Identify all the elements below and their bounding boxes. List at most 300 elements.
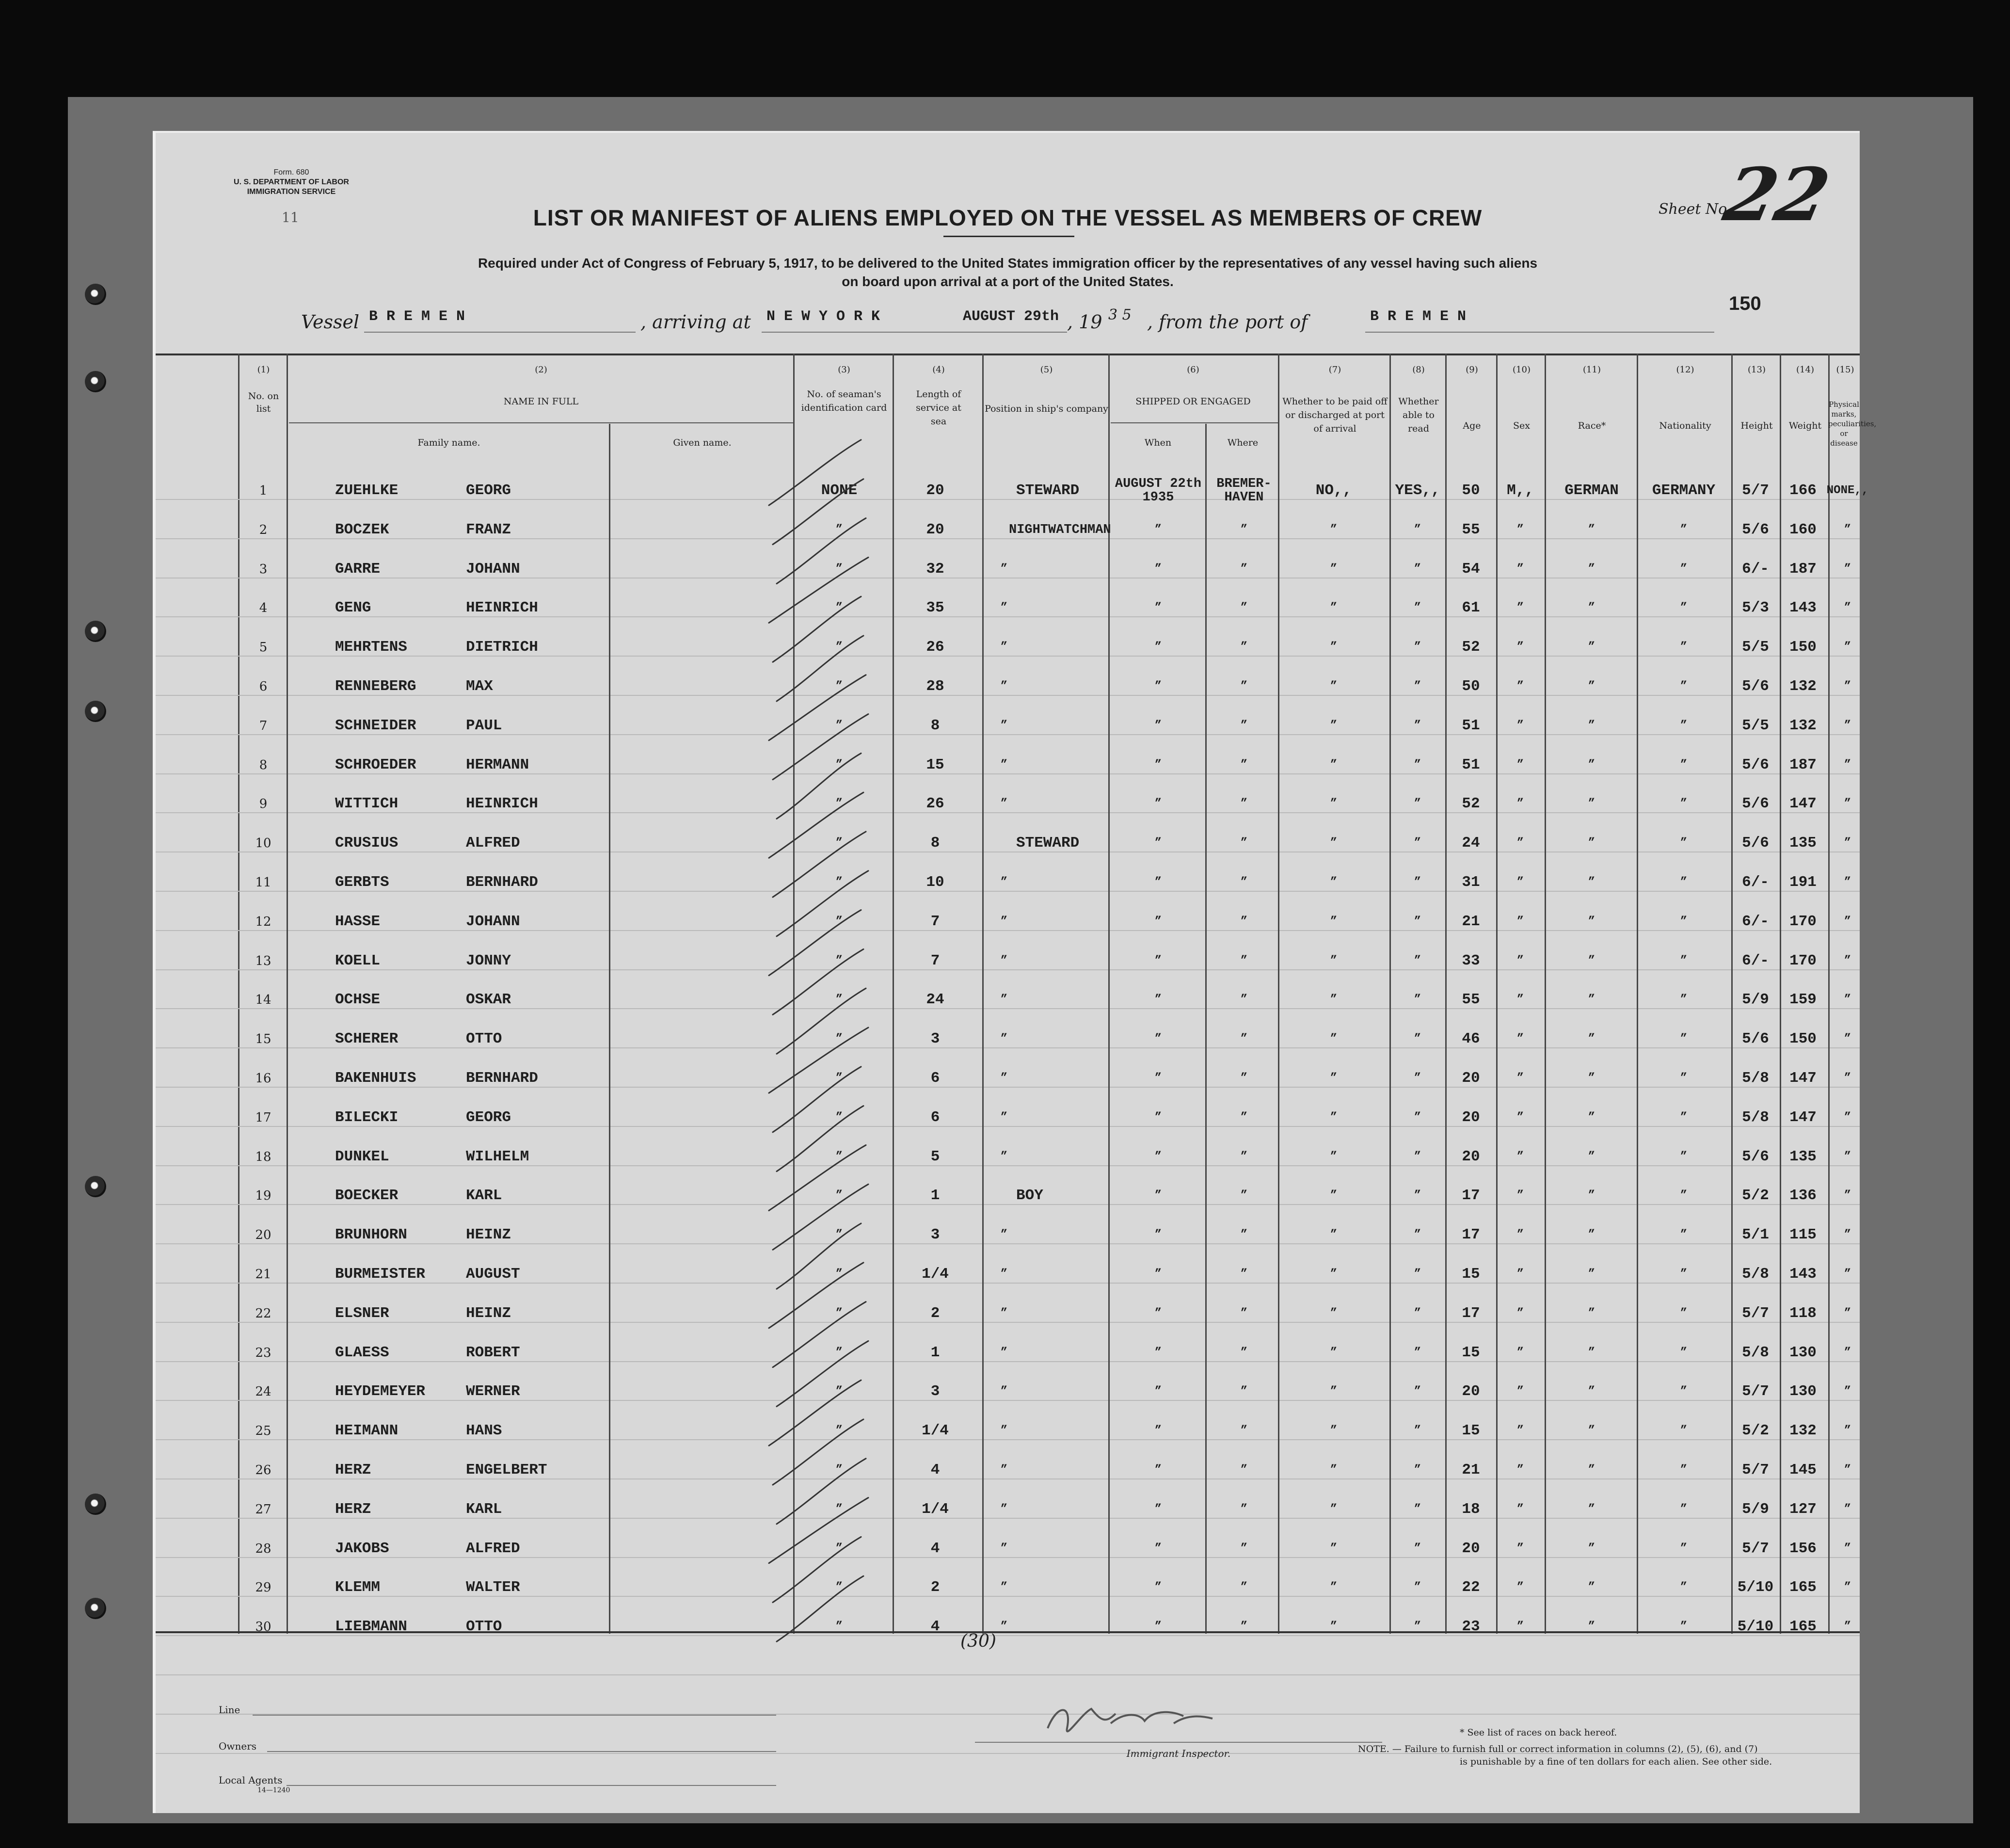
binder-hole	[85, 371, 106, 392]
check-mark	[777, 1106, 863, 1172]
col-num-7: (7)	[1328, 365, 1341, 375]
cell-weight: 160	[1789, 521, 1817, 538]
cell-race: ”	[1588, 1385, 1595, 1398]
cell-given-name: JONNY	[466, 952, 511, 969]
cell-weight: 130	[1789, 1383, 1817, 1400]
cell-given-name: ALFRED	[466, 1540, 520, 1557]
hand-mark: 11	[282, 209, 299, 225]
cell-position: STEWARD	[1016, 482, 1080, 499]
cell-height: 5/8	[1742, 1109, 1769, 1126]
cell-able-to-read: ”	[1414, 1150, 1421, 1163]
cell-nationality: ”	[1680, 993, 1688, 1007]
cell-sex: ”	[1516, 1072, 1524, 1085]
cell-paid-off: ”	[1330, 1268, 1338, 1281]
cell-physical-marks: ”	[1844, 1306, 1851, 1320]
binder-hole	[85, 701, 106, 722]
col-num-2: (2)	[535, 365, 547, 375]
cell-weight: 143	[1789, 1266, 1817, 1283]
cell-given-name: GEORG	[466, 1109, 511, 1126]
cell-height: 5/5	[1742, 639, 1769, 656]
cell-shipped-where: ”	[1240, 680, 1248, 693]
check-mark	[773, 714, 868, 780]
cell-height: 6/-	[1742, 913, 1769, 930]
cell-family-name: HEIMANN	[335, 1422, 399, 1440]
cell-family-name: DUNKEL	[335, 1148, 389, 1165]
cell-weight: 118	[1789, 1304, 1817, 1322]
col-head-physical-marks: Physical marks, peculiarities, or disease	[1828, 400, 1877, 448]
cell-row-number: 12	[255, 914, 271, 929]
cell-weight: 132	[1789, 678, 1817, 695]
cell-age: 18	[1462, 1500, 1480, 1518]
cell-given-name: HEINZ	[466, 1226, 511, 1244]
cell-shipped-when: ”	[1154, 1581, 1162, 1594]
cell-length-of-service: 7	[930, 952, 940, 969]
cell-shipped-where: ”	[1240, 758, 1248, 771]
department: U. S. DEPARTMENT OF LABOR	[234, 178, 349, 186]
cell-race: ”	[1588, 1072, 1595, 1085]
cell-height: 5/7	[1742, 1462, 1769, 1478]
cell-nationality: GERMANY	[1652, 482, 1716, 499]
inspector-underline	[975, 1742, 1382, 1743]
cell-family-name: BOCZEK	[335, 521, 389, 538]
cell-able-to-read: ”	[1414, 1385, 1421, 1398]
cell-sex: ”	[1516, 1424, 1524, 1438]
cell-shipped-where: ”	[1240, 719, 1248, 732]
cell-id-card: ”	[835, 719, 843, 732]
sheet-number: 22	[1717, 152, 1837, 238]
col-head-age: Age	[1463, 420, 1481, 431]
cell-race: ”	[1588, 1032, 1595, 1046]
cell-sex: ”	[1516, 1581, 1524, 1594]
check-mark	[773, 949, 863, 1014]
cell-sex: ”	[1516, 993, 1524, 1007]
cell-shipped-when: ”	[1154, 1306, 1162, 1320]
cell-row-number: 22	[255, 1306, 271, 1321]
check-mark	[773, 1302, 866, 1367]
cell-shipped-when: ”	[1154, 1542, 1162, 1555]
cell-weight: 135	[1789, 835, 1817, 852]
col-head-shipped: SHIPPED OR ENGAGED	[1135, 396, 1251, 407]
cell-shipped-where: ”	[1240, 954, 1248, 967]
cell-race: ”	[1588, 523, 1595, 536]
cell-race: ”	[1588, 719, 1595, 732]
cell-family-name: SCHERER	[335, 1030, 399, 1048]
cell-able-to-read: ”	[1414, 601, 1421, 615]
cell-family-name: ELSNER	[335, 1304, 389, 1322]
cell-weight: 135	[1789, 1148, 1817, 1165]
cell-family-name: HEYDEMEYER	[335, 1383, 426, 1400]
cell-physical-marks: ”	[1844, 836, 1851, 850]
cell-sex: ”	[1516, 797, 1524, 811]
cell-sex: ”	[1516, 954, 1524, 967]
cell-id-card: ”	[835, 1032, 843, 1046]
cell-row-number: 9	[259, 797, 268, 812]
cell-age: 31	[1462, 874, 1480, 891]
note-text-1: — Failure to furnish full or correct information in columns (2), (5), (6), and (7)	[1392, 1744, 1758, 1754]
cell-paid-off: ”	[1330, 1228, 1338, 1242]
cell-shipped-where: ”	[1240, 1032, 1248, 1046]
cell-shipped-where: ”	[1240, 641, 1248, 654]
cell-shipped-when: ”	[1154, 719, 1162, 732]
cell-length-of-service: 15	[926, 756, 944, 773]
cell-nationality: ”	[1680, 1620, 1688, 1634]
cell-race: ”	[1588, 1542, 1595, 1555]
col-num-10: (10)	[1513, 365, 1531, 375]
line-underline	[253, 1715, 776, 1716]
cell-physical-marks: ”	[1844, 1032, 1851, 1046]
binder-hole	[85, 1176, 106, 1197]
cell-position: BOY	[1016, 1187, 1043, 1205]
cell-sex: ”	[1516, 1306, 1524, 1320]
cell-length-of-service: 10	[926, 874, 944, 891]
cell-shipped-where: ”	[1240, 876, 1248, 889]
cell-length-of-service: 20	[926, 521, 944, 538]
check-mark	[769, 440, 861, 505]
departure-port: B R E M E N	[1370, 308, 1467, 325]
cell-able-to-read: ”	[1414, 562, 1421, 576]
cell-race: ”	[1588, 1110, 1595, 1124]
col-head-when: When	[1144, 437, 1172, 448]
cell-height: 5/7	[1742, 1383, 1769, 1400]
cell-shipped-where: ”	[1240, 523, 1248, 536]
cell-weight: 147	[1789, 795, 1817, 813]
cell-age: 52	[1462, 795, 1480, 813]
cell-weight: 156	[1789, 1540, 1817, 1557]
service: IMMIGRATION SERVICE	[247, 188, 336, 196]
cell-sex: ”	[1516, 915, 1524, 928]
cell-id-card: ”	[835, 758, 843, 771]
cell-physical-marks: ”	[1844, 719, 1851, 732]
cell-shipped-where: ”	[1240, 1110, 1248, 1124]
cell-paid-off: ”	[1330, 680, 1338, 693]
year-prefix: , 19	[1067, 311, 1102, 333]
cell-nationality: ”	[1680, 601, 1688, 615]
cell-able-to-read: ”	[1414, 1346, 1421, 1359]
form-number: Form. 680	[273, 168, 309, 177]
cell-given-name: GEORG	[466, 482, 511, 499]
cell-paid-off: ”	[1330, 954, 1338, 967]
cell-position: ”	[1000, 993, 1008, 1007]
cell-paid-off: ”	[1330, 1032, 1338, 1046]
cell-able-to-read: ”	[1414, 1072, 1421, 1085]
cell-shipped-where: ”	[1240, 1306, 1248, 1320]
cell-weight: 191	[1789, 874, 1817, 891]
cell-id-card: ”	[835, 1581, 843, 1594]
cell-position: NIGHTWATCHMAN	[1009, 522, 1111, 537]
cell-family-name: MEHRTENS	[335, 639, 407, 656]
cell-height: 5/2	[1742, 1187, 1769, 1205]
cell-length-of-service: 6	[930, 1070, 940, 1087]
cell-able-to-read: ”	[1414, 836, 1421, 850]
cell-height: 5/9	[1742, 991, 1769, 1009]
cell-paid-off: ”	[1330, 1189, 1338, 1203]
cell-given-name: JOHANN	[466, 560, 520, 578]
cell-position: ”	[1000, 1620, 1008, 1634]
cell-able-to-read: ”	[1414, 797, 1421, 811]
cell-family-name: ZUEHLKE	[335, 482, 399, 499]
cell-id-card: ”	[835, 1189, 843, 1203]
sheet-label: Sheet No.	[1659, 201, 1732, 218]
cell-physical-marks: ”	[1844, 523, 1851, 536]
cell-paid-off: ”	[1330, 1502, 1338, 1516]
col-num-5: (5)	[1040, 365, 1053, 375]
cell-nationality: ”	[1680, 836, 1688, 850]
cell-row-number: 8	[259, 757, 268, 772]
cell-family-name: GERBTS	[335, 874, 389, 891]
cell-family-name: OCHSE	[335, 991, 381, 1009]
cell-id-card: ”	[835, 1110, 843, 1124]
check-mark	[769, 1380, 861, 1446]
cell-shipped-where: ”	[1240, 1463, 1248, 1477]
cell-paid-off: ”	[1330, 1620, 1338, 1634]
cell-given-name: KARL	[466, 1500, 502, 1518]
cell-shipped-when: ”	[1154, 1463, 1162, 1477]
races-note: * See list of races on back hereof.	[1460, 1727, 1617, 1738]
cell-shipped-when: ”	[1154, 641, 1162, 654]
year-suffix: 3 5	[1108, 306, 1132, 323]
cell-age: 24	[1462, 835, 1480, 852]
cell-able-to-read: ”	[1414, 1581, 1421, 1594]
col-head-nationality: Nationality	[1659, 420, 1711, 431]
col-head-race: Race*	[1578, 420, 1606, 431]
binder-hole	[85, 1494, 106, 1515]
cell-nationality: ”	[1680, 680, 1688, 693]
cell-row-number: 11	[255, 875, 271, 890]
cell-physical-marks: ”	[1844, 1620, 1851, 1634]
cell-paid-off: ”	[1330, 993, 1338, 1007]
col-head-no-on-list: No. on list	[248, 391, 279, 414]
cell-paid-off: NO,,	[1315, 482, 1352, 499]
cell-family-name: CRUSIUS	[335, 835, 399, 852]
cell-nationality: ”	[1680, 1463, 1688, 1477]
cell-race: ”	[1588, 1150, 1595, 1163]
cell-paid-off: ”	[1330, 797, 1338, 811]
cell-row-number: 2	[259, 522, 268, 537]
cell-race: ”	[1588, 876, 1595, 889]
cell-race: ”	[1588, 1306, 1595, 1320]
col-num-14: (14)	[1796, 365, 1814, 375]
cell-age: 21	[1462, 913, 1480, 930]
cell-family-name: KLEMM	[335, 1579, 381, 1596]
cell-age: 54	[1462, 560, 1480, 578]
cell-position: ”	[1000, 954, 1008, 967]
cell-paid-off: ”	[1330, 1150, 1338, 1163]
cell-height: 5/8	[1742, 1266, 1769, 1283]
cell-height: 5/7	[1742, 1304, 1769, 1322]
cell-paid-off: ”	[1330, 836, 1338, 850]
cell-able-to-read: ”	[1414, 993, 1421, 1007]
cell-race: ”	[1588, 1424, 1595, 1438]
cell-position: ”	[1000, 1346, 1008, 1359]
cell-shipped-where: ”	[1240, 797, 1248, 811]
cell-age: 21	[1462, 1462, 1480, 1478]
cell-position: ”	[1000, 1072, 1008, 1085]
cell-age: 61	[1462, 599, 1480, 617]
col-head-sex: Sex	[1513, 420, 1530, 431]
cell-height: 6/-	[1742, 874, 1769, 891]
cell-length-of-service: 1	[930, 1344, 940, 1361]
cell-race: ”	[1588, 562, 1595, 576]
cell-shipped-when: ”	[1154, 797, 1162, 811]
cell-nationality: ”	[1680, 1228, 1688, 1242]
cell-height: 5/10	[1737, 1618, 1774, 1636]
cell-able-to-read: ”	[1414, 1306, 1421, 1320]
cell-weight: 166	[1789, 482, 1817, 499]
penalty-note	[1358, 1743, 1843, 1768]
cell-row-number: 24	[255, 1384, 271, 1399]
page-title: LIST OR MANIFEST OF ALIENS EMPLOYED ON THE VESSEL AS MEMBERS OF CREW	[533, 205, 1483, 230]
cell-row-number: 5	[259, 640, 268, 655]
cell-given-name: WALTER	[466, 1579, 520, 1596]
cell-race: ”	[1588, 1268, 1595, 1281]
cell-position: ”	[1000, 1424, 1008, 1438]
arrival-date: AUGUST 29th	[963, 308, 1059, 325]
cell-age: 15	[1462, 1266, 1480, 1283]
cell-height: 6/-	[1742, 952, 1769, 969]
cell-paid-off: ”	[1330, 1463, 1338, 1477]
cell-able-to-read: ”	[1414, 1228, 1421, 1242]
cell-able-to-read: ”	[1414, 915, 1421, 928]
cell-physical-marks: ”	[1844, 1072, 1851, 1085]
cell-sex: ”	[1516, 523, 1524, 536]
cell-id-card: ”	[835, 1346, 843, 1359]
cell-age: 23	[1462, 1618, 1480, 1636]
cell-sex: ”	[1516, 1542, 1524, 1555]
cell-row-number: 21	[255, 1267, 271, 1282]
cell-row-number: 27	[255, 1502, 271, 1517]
cell-row-number: 7	[259, 718, 268, 733]
print-code: 14—1240	[257, 1786, 290, 1794]
cell-position: ”	[1000, 1110, 1008, 1124]
cell-age: 33	[1462, 952, 1480, 969]
binder-hole	[85, 621, 106, 642]
check-mark	[769, 557, 868, 623]
cell-height: 5/6	[1742, 835, 1769, 852]
cell-age: 20	[1462, 1109, 1480, 1126]
cell-sex: ”	[1516, 1620, 1524, 1634]
cell-shipped-where: BREMER- HAVEN	[1216, 477, 1272, 505]
cell-sex: ”	[1516, 562, 1524, 576]
cell-weight: 187	[1789, 756, 1817, 773]
cell-length-of-service: 1/4	[922, 1500, 949, 1518]
cell-paid-off: ”	[1330, 641, 1338, 654]
cell-able-to-read: ”	[1414, 1110, 1421, 1124]
vessel-name: B R E M E N	[369, 308, 465, 325]
cell-age: 17	[1462, 1187, 1480, 1205]
cell-id-card: ”	[835, 1268, 843, 1281]
col-num-15: (15)	[1836, 365, 1854, 375]
cell-length-of-service: 32	[926, 560, 944, 578]
col-head-given-name: Given name.	[673, 437, 732, 448]
cell-weight: 187	[1789, 560, 1817, 578]
cell-length-of-service: 24	[926, 991, 944, 1009]
cell-given-name: HEINZ	[466, 1304, 511, 1322]
cell-sex: ”	[1516, 641, 1524, 654]
cell-length-of-service: 2	[930, 1579, 940, 1596]
cell-shipped-when: ”	[1154, 1385, 1162, 1398]
cell-age: 50	[1462, 482, 1480, 499]
subtitle-line-1: Required under Act of Congress of February 5, 1917, to be delivered to the United States immigration officer by the representatives of any vessel having such aliens	[478, 256, 1538, 271]
cell-position: ”	[1000, 1463, 1008, 1477]
cell-physical-marks: ”	[1844, 1110, 1851, 1124]
cell-position: ”	[1000, 1502, 1008, 1516]
cell-shipped-when: ”	[1154, 876, 1162, 889]
cell-paid-off: ”	[1330, 915, 1338, 928]
cell-physical-marks: NONE,,	[1826, 484, 1869, 497]
cell-given-name: HANS	[466, 1422, 502, 1440]
cell-race: GERMAN	[1564, 482, 1619, 499]
cell-height: 5/6	[1742, 521, 1769, 538]
note-label: NOTE.	[1358, 1744, 1389, 1754]
col-num-11: (11)	[1583, 365, 1601, 375]
cell-given-name: KARL	[466, 1187, 502, 1205]
cell-physical-marks: ”	[1844, 641, 1851, 654]
cell-race: ”	[1588, 758, 1595, 771]
cell-given-name: DIETRICH	[466, 639, 538, 656]
cell-paid-off: ”	[1330, 1542, 1338, 1555]
cell-given-name: BERNHARD	[466, 1070, 538, 1087]
cell-weight: 150	[1789, 639, 1817, 656]
cell-length-of-service: 4	[930, 1540, 940, 1557]
cell-shipped-when: ”	[1154, 1268, 1162, 1281]
cell-nationality: ”	[1680, 797, 1688, 811]
cell-age: 17	[1462, 1304, 1480, 1322]
cell-age: 15	[1462, 1422, 1480, 1440]
cell-shipped-when: ”	[1154, 680, 1162, 693]
cell-weight: 115	[1789, 1226, 1817, 1244]
cell-nationality: ”	[1680, 1346, 1688, 1359]
cell-row-number: 6	[259, 679, 268, 694]
cell-shipped-where: ”	[1240, 1346, 1248, 1359]
cell-shipped-where: ”	[1240, 1581, 1248, 1594]
check-mark	[773, 1067, 861, 1132]
cell-shipped-where: ”	[1240, 1150, 1248, 1163]
cell-height: 5/8	[1742, 1344, 1769, 1361]
cell-family-name: WITTICH	[335, 795, 399, 813]
cell-nationality: ”	[1680, 562, 1688, 576]
cell-shipped-when: ”	[1154, 1502, 1162, 1516]
cell-family-name: KOELL	[335, 952, 381, 969]
cell-position: STEWARD	[1016, 835, 1080, 852]
cell-race: ”	[1588, 680, 1595, 693]
cell-physical-marks: ”	[1844, 1189, 1851, 1203]
col-num-4: (4)	[932, 365, 945, 375]
cell-physical-marks: ”	[1844, 562, 1851, 576]
cell-sex: ”	[1516, 1032, 1524, 1046]
cell-position: ”	[1000, 1150, 1008, 1163]
cell-position: ”	[1000, 1306, 1008, 1320]
cell-id-card: ”	[835, 915, 843, 928]
inspector-label: Immigrant Inspector.	[1126, 1748, 1231, 1759]
vessel-label: Vessel	[301, 311, 360, 333]
cell-given-name: PAUL	[466, 717, 502, 734]
cell-shipped-where: ”	[1240, 601, 1248, 615]
cell-nationality: ”	[1680, 1542, 1688, 1555]
cell-id-card: ”	[835, 523, 843, 536]
cell-id-card: ”	[835, 1228, 843, 1242]
col-num-1: (1)	[257, 365, 270, 375]
cell-paid-off: ”	[1330, 1072, 1338, 1085]
cell-given-name: JOHANN	[466, 913, 520, 930]
arriving-label: , arriving at	[640, 311, 751, 333]
cell-able-to-read: ”	[1414, 1268, 1421, 1281]
check-mark	[777, 1459, 866, 1524]
check-mark	[769, 1028, 868, 1093]
col-head-id-card: No. of seaman's identification card	[801, 389, 887, 413]
cell-row-number: 3	[259, 562, 268, 577]
cell-family-name: BURMEISTER	[335, 1266, 426, 1283]
cell-sex: ”	[1516, 1346, 1524, 1359]
